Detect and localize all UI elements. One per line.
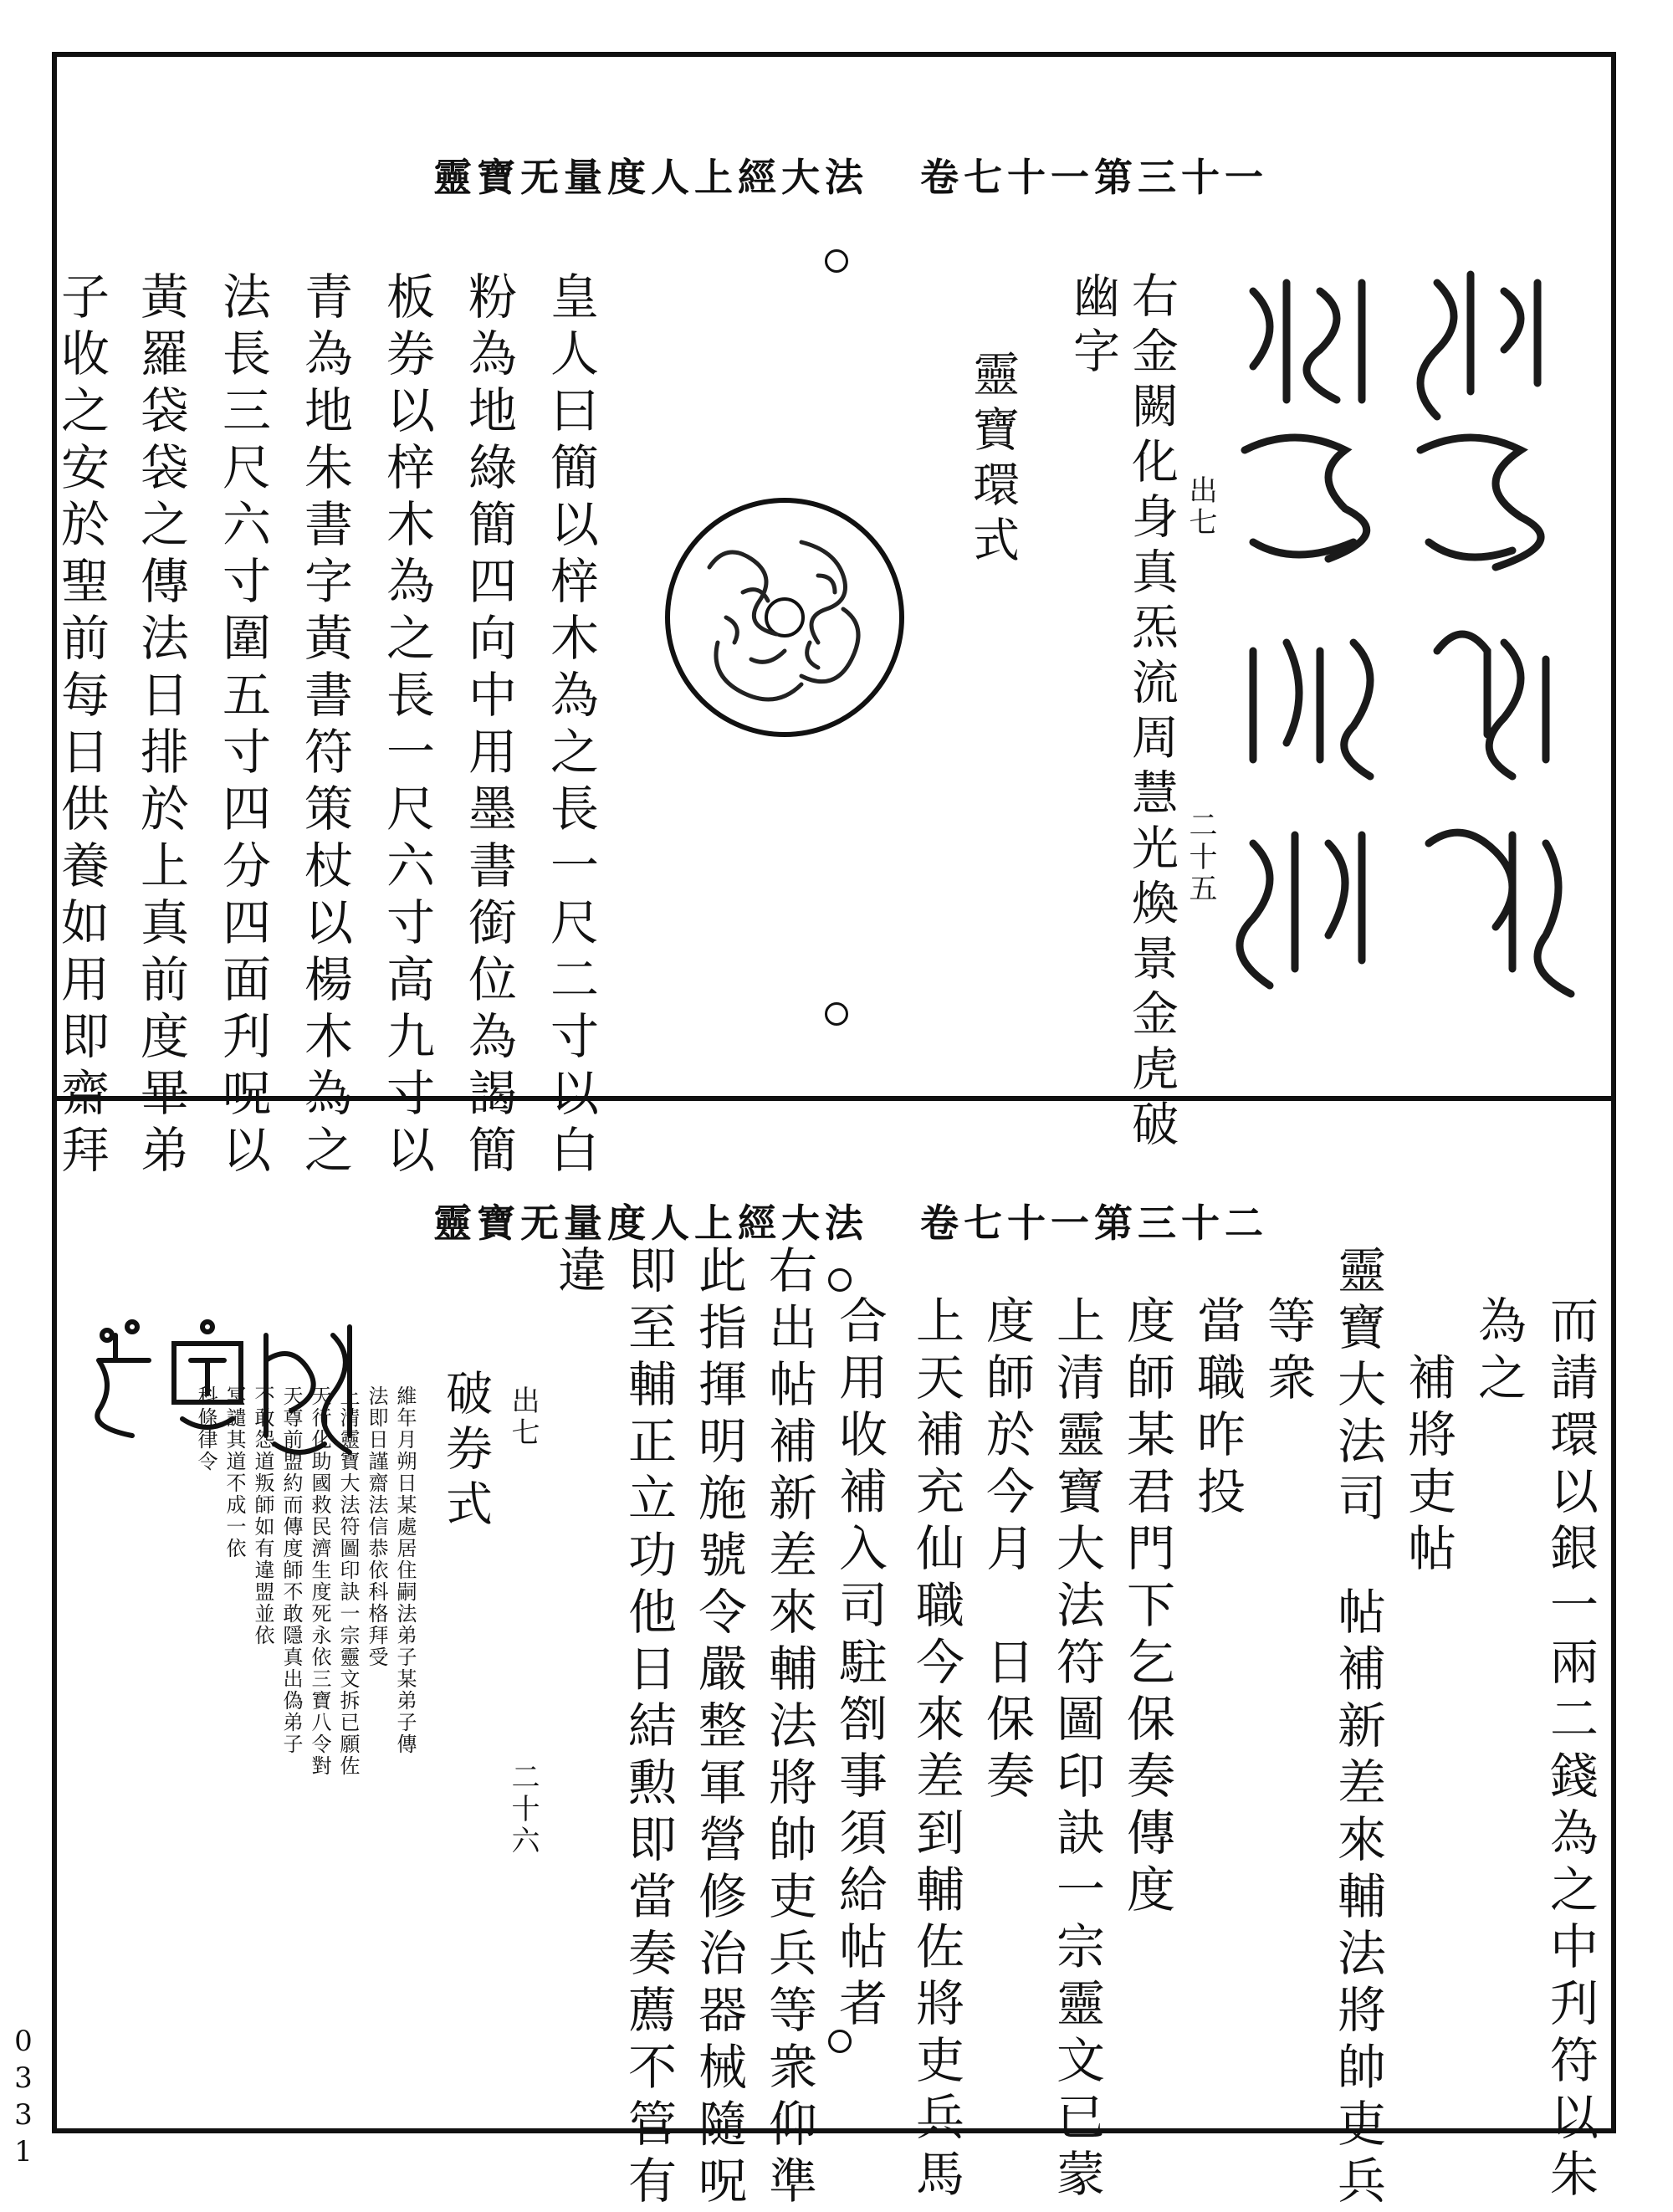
voucher-note-mid: 二十六: [506, 1762, 540, 1857]
seal-script-glyphs: [1220, 258, 1604, 1078]
text-column: 法長三尺六寸圍五寸四分四面刋呪以: [214, 271, 271, 1181]
marker-circle: [825, 249, 848, 273]
seal-note-mid: 二十五: [1184, 810, 1217, 905]
top-panel: [53, 57, 1611, 1181]
bottom-header-section: 卷七十一第三十二: [920, 1201, 1268, 1246]
bottom-panel: [57, 1101, 1611, 2212]
text-column: 度師某君門下乞保奏傳度: [1118, 1295, 1175, 1921]
text-column: 上清靈寶大法符圖印訣一宗靈文已蒙: [1048, 1295, 1105, 2205]
text-column: 靈寶大法司 帖補新差來輔法將帥吏兵: [1329, 1245, 1386, 2212]
text-column: 黃羅袋袋之傳法日排於上真前度畢弟: [132, 271, 189, 1181]
marker-circle: [828, 2030, 852, 2053]
text-column: 度師於今月 日保奏: [978, 1295, 1035, 1807]
top-header: [57, 147, 1611, 202]
text-column: 當職昨投: [1189, 1295, 1246, 1523]
top-header-title: 靈寶无量度人上經大法: [432, 155, 868, 200]
voucher-column: 上清靈寶大法符圖印訣一宗靈文拆已願佐: [336, 1385, 360, 1777]
bottom-header: [57, 1193, 1611, 1248]
ring-title: 靈寶環式: [965, 350, 1020, 571]
voucher-column: 法即日謹齋法信恭依科格拜受: [365, 1385, 388, 1668]
seal-caption-main: 右金闕化身真炁流周慧光煥景金虎破: [1124, 271, 1179, 1155]
voucher-column: 科條律令: [194, 1385, 217, 1472]
text-column: 為之: [1470, 1295, 1527, 1409]
ring-talisman-seal: [659, 492, 910, 743]
text-column: 子收之安於聖前每日供養如用即齋拜: [53, 271, 110, 1181]
text-column: 皇人曰簡以梓木為之長一尺二寸以白: [542, 271, 599, 1181]
text-column: 等衆: [1259, 1295, 1316, 1409]
voucher-talisman-glyphs: [82, 1310, 383, 1477]
seal-caption-tail: 幽字: [1066, 271, 1120, 381]
voucher-column: 不敢怨道叛師如有違盟並依: [251, 1385, 274, 1646]
text-column: 而請環以銀一兩二錢為之中刋符以朱: [1542, 1295, 1599, 2205]
text-column: 即至輔正立功他日結勲即當奏薦不管有: [620, 1245, 677, 2212]
voucher-column: 天行化助國救民濟生度死永依三寶八令對: [308, 1385, 331, 1777]
text-column: 違: [550, 1245, 606, 1302]
marker-circle: [828, 1268, 852, 1292]
voucher-column: 冥譴其道不成一依: [223, 1385, 246, 1559]
text-column: 粉為地綠簡四向中用墨書銜位為謁簡: [460, 271, 517, 1181]
text-column: 板券以梓木為之長一尺六寸高九寸以: [378, 271, 435, 1181]
text-column: 合用收補入司駐劄事須給帖者: [831, 1295, 888, 2035]
page-side-number: 0331: [7, 2025, 40, 2172]
text-column: 青為地朱書字黃書符策杖以楊木為之: [296, 271, 353, 1181]
voucher-column: 天尊前盟約而傳度師不敢隱真出偽弟子: [279, 1385, 303, 1755]
voucher-note-top: 出七: [506, 1385, 540, 1449]
text-column: 此指揮明施號令嚴整軍營修治器械隨呪: [690, 1245, 747, 2212]
text-column: 補將吏帖: [1399, 1352, 1456, 1580]
text-column: 上天補充仙職今來差到輔佐將吏兵馬: [908, 1295, 964, 2205]
voucher-title: 破券式: [438, 1369, 493, 1534]
seal-note-top: 出七: [1184, 475, 1217, 539]
bottom-header-title: 靈寶无量度人上經大法: [432, 1201, 868, 1246]
text-column: 右出帖補新差來輔法將帥吏兵等衆仰準: [760, 1245, 817, 2212]
marker-circle: [825, 1002, 848, 1026]
voucher-column: 維年月朔日某處居住嗣法弟子某弟子傳: [393, 1385, 417, 1755]
top-header-section: 卷七十一第三十一: [920, 155, 1268, 200]
